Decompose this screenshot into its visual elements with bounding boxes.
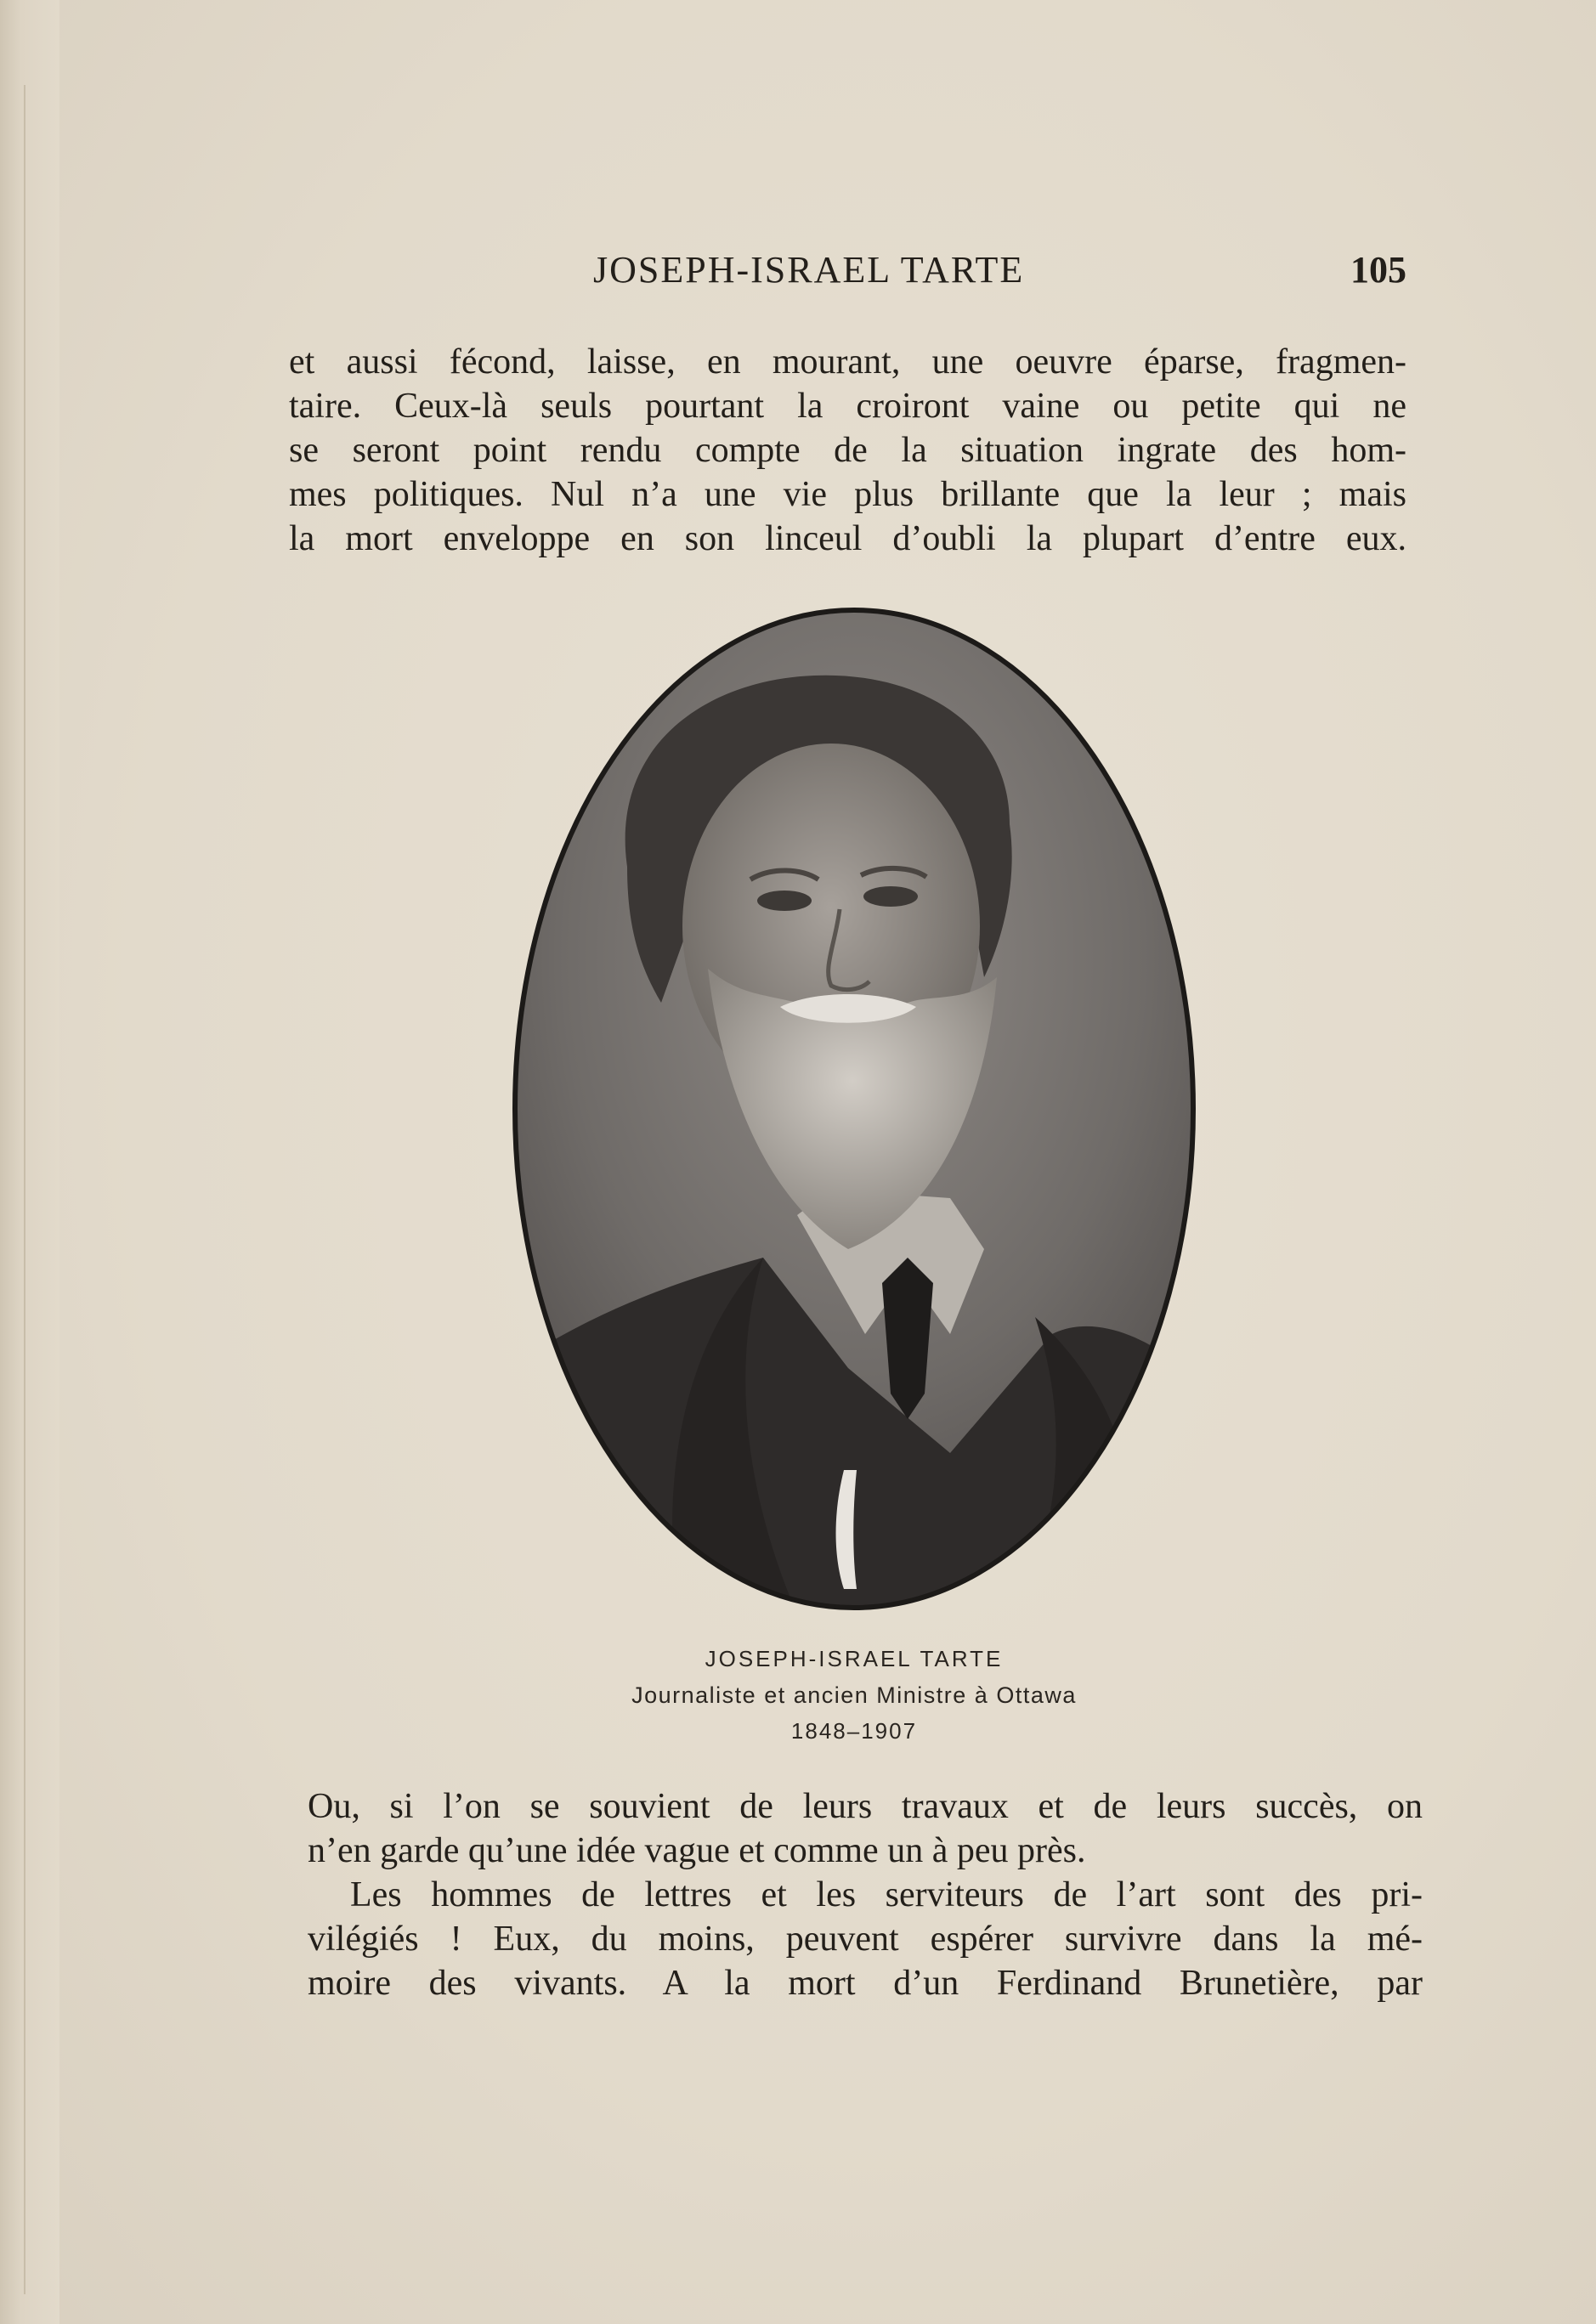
text-line: n’en garde qu’une idée vague et comme un à peu près. <box>308 1831 1086 1870</box>
running-head-title: JOSEPH-ISRAEL TARTE <box>593 249 1025 291</box>
caption-name: JOSEPH-ISRAEL TARTE <box>705 1646 1004 1671</box>
page-number: 105 <box>1350 249 1406 291</box>
lower-paragraphs <box>308 1784 1423 2005</box>
upper-paragraph <box>289 340 1406 561</box>
portrait-photo <box>508 603 1200 1614</box>
caption-dates: 1848–1907 <box>790 1718 918 1744</box>
text-line: moire des vivants. A la mort d’un Ferdinand Brunetière, par <box>308 1964 1423 2003</box>
text-line: Les hommes de lettres et les serviteurs de l’art sont des pri- <box>350 1875 1423 1914</box>
running-head <box>289 248 1406 299</box>
page-binding-edge <box>0 0 59 2324</box>
text-line: taire. Ceux-là seuls pourtant la croiront vaine ou petite qui ne <box>289 387 1406 426</box>
text-line: Ou, si l’on se souvient de leurs travaux et de leurs succès, on <box>308 1787 1423 1826</box>
text-line: se seront point rendu compte de la situation ingrate des hom- <box>289 431 1406 470</box>
text-line: et aussi fécond, laisse, en mourant, une oeuvre éparse, fragmen- <box>289 342 1406 382</box>
text-line: la mort enveloppe en son linceul d’oubli la plupart d’entre eux. <box>289 519 1406 558</box>
text-line: mes politiques. Nul n’a une vie plus brillante que la leur ; mais <box>289 475 1406 514</box>
caption-role: Journaliste et ancien Ministre à Ottawa <box>631 1682 1077 1708</box>
binding-stitch-line <box>24 85 25 2294</box>
text-line: vilégiés ! Eux, du moins, peuvent espérer survivre dans la mé- <box>308 1920 1423 1959</box>
